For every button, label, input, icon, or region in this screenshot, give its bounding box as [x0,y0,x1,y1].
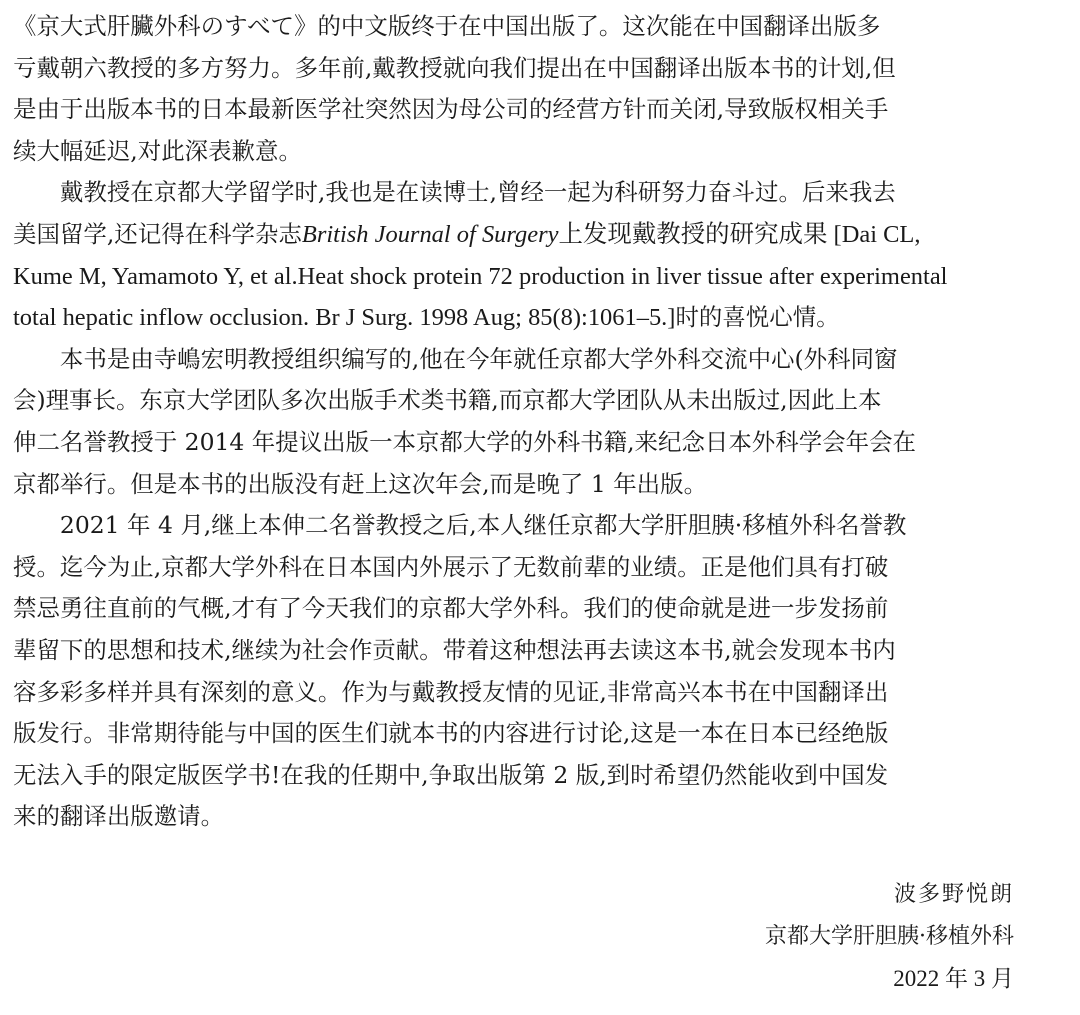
line-text: 美国留学,还记得在科学杂志 [13,219,302,248]
paragraph-2 [13,172,1073,338]
author-affiliation: 京都大学肝胆胰·移植外科 [765,924,1014,949]
preface-body [13,6,1073,838]
paragraph-line [13,588,1071,630]
author-name: 波多野悦朗 [893,882,1014,907]
paragraph-3 [13,339,1073,505]
paragraph-line [13,6,1071,48]
journal-title: British Journal of Surgery [301,220,559,248]
line-text: 禁忌勇往直前的气概,才有了今天我们的京都大学外科。我们的使命就是进一步发扬前 [13,594,889,623]
line-text: 戴教授在京都大学留学时,我也是在读博士,曾经一起为科研努力奋斗过。后来我去 [59,178,896,207]
paragraph-line [13,796,1071,838]
citation-text: Kume M, Yamamoto Y, et al.Heat shock protein 72 production in liver tissue after experimental [13,262,948,290]
paragraph-line [13,630,1071,672]
paragraph-line [13,672,1071,714]
paragraph-4 [13,505,1073,838]
paragraph-line [13,505,1071,547]
line-text: 无法入手的限定版医学书!在我的任期中,争取出版第 2 版,到时希望仍然能收到中国发 [13,760,889,789]
line-text: 授。迄今为止,京都大学外科在日本国内外展示了无数前辈的业绩。正是他们具有打破 [13,552,889,581]
line-text: 容多彩多样并具有深刻的意义。作为与戴教授友情的见证,非常高兴本书在中国翻译出 [13,677,889,706]
line-text: 续大幅延迟,对此深表歉意。 [13,136,302,165]
paragraph-line [13,48,1071,90]
line-text: 京都举行。但是本书的出版没有赶上这次年会,而是晚了 1 年出版。 [13,469,708,498]
line-text: 是由于出版本书的日本最新医学社突然因为母公司的经营方针而关闭,导致版权相关手 [13,95,889,124]
line-text: 版发行。非常期待能与中国的医生们就本书的内容进行讨论,这是一本在日本已经绝版 [13,719,889,748]
paragraph-line [13,755,1071,797]
line-text: 《京大式肝臟外科のすべて》的中文版终于在中国出版了。这次能在中国翻译出版多 [13,12,881,40]
paragraph-line [13,464,1071,506]
line-text: 会)理事长。东京大学团队多次出版手术类书籍,而京都大学团队从未出版过,因此上本 [13,386,882,415]
line-text: 来的翻译出版邀请。 [13,802,225,831]
paragraph-line [13,422,1071,464]
line-text: 时的喜悦心情。 [675,303,840,332]
paragraph-line [13,339,1071,381]
paragraph-line [13,172,1071,214]
paragraph-line [13,547,1071,589]
signature-block [765,874,1014,1000]
paragraph-line [13,256,1071,298]
citation-text: total hepatic inflow occlusion. Br J Surg. 1998 Aug; 85(8):1061–5.] [13,304,676,332]
paragraph-line [13,89,1071,131]
line-text: 伸二名誉教授于 2014 年提议出版一本京都大学的外科书籍,来纪念日本外科学会年会在 [13,427,916,456]
line-text: 本书是由寺嶋宏明教授组织编写的,他在今年就任京都大学外科交流中心(外科同窗 [59,344,898,373]
line-text: 亏戴朝六教授的多方努力。多年前,戴教授就向我们提出在中国翻译出版本书的计划,但 [13,53,896,82]
line-text: 2021 年 4 月,继上本伸二名誉教授之后,本人继任京都大学肝胆胰·移植外科名誉教 [59,511,907,540]
paragraph-line [13,297,1071,339]
paragraph-line [13,131,1071,173]
paragraph-line [13,380,1071,422]
paragraph-line [13,214,1071,256]
paragraph-line [13,713,1071,755]
signature-date: 2022 年 3 月 [893,966,1014,991]
paragraph-1 [13,6,1073,172]
line-text: 辈留下的思想和技术,继续为社会作贡献。带着这种想法再去读这本书,就会发现本书内 [13,635,896,664]
line-text: 上发现戴教授的研究成果 [Dai CL, [558,220,921,248]
